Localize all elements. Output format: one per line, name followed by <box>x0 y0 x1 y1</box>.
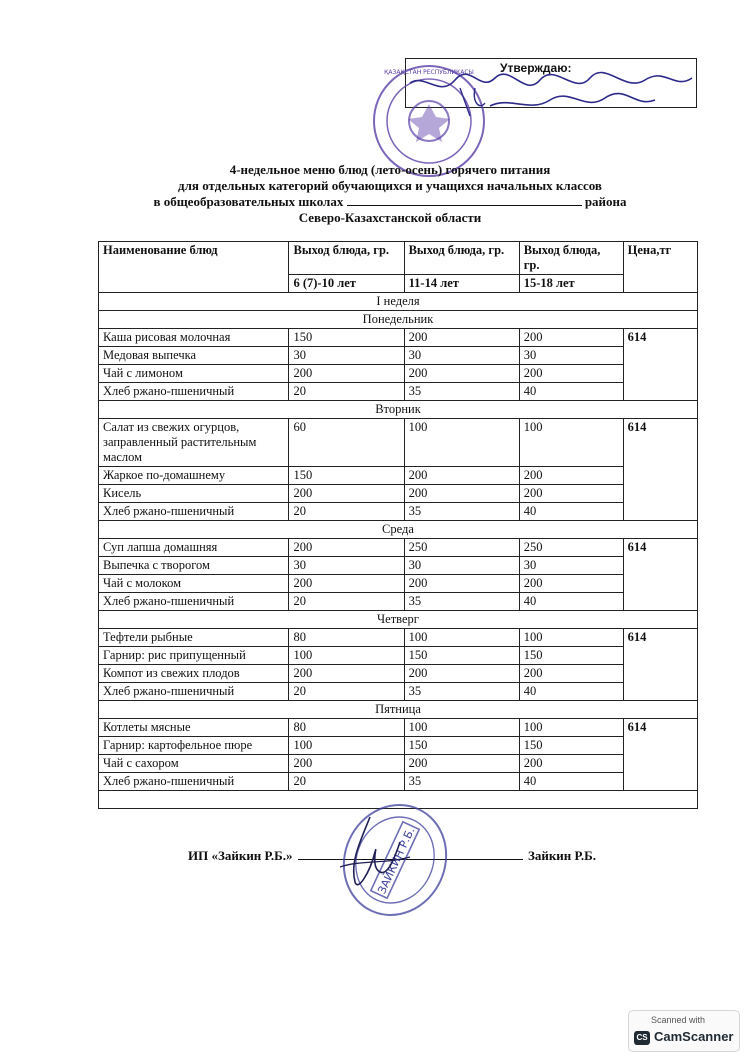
portion-cell: 200 <box>289 575 404 593</box>
day-label: Четверг <box>99 611 698 629</box>
header-output-2: Выход блюда, гр. <box>404 242 519 275</box>
table-row <box>99 773 698 791</box>
table-row <box>99 383 698 401</box>
portion-cell: 150 <box>289 467 404 485</box>
footer-right-label: Зайкин Р.Б. <box>527 848 596 863</box>
portion-cell: 200 <box>404 329 519 347</box>
day-header-row <box>99 401 698 419</box>
dish-name-cell: Жаркое по-домашнему <box>99 467 289 485</box>
price-cell: 614 <box>623 539 697 611</box>
portion-cell: 35 <box>404 683 519 701</box>
portion-cell: 40 <box>519 683 623 701</box>
company-seal-text: ЗАЙКИН Р.Б. <box>375 825 418 896</box>
dish-name-cell: Суп лапша домашняя <box>99 539 289 557</box>
day-label: Пятница <box>99 701 698 719</box>
approval-label: Утверждаю: <box>500 61 572 75</box>
portion-cell: 200 <box>519 467 623 485</box>
portion-cell: 200 <box>289 485 404 503</box>
portion-cell: 200 <box>289 365 404 383</box>
portion-cell: 200 <box>519 329 623 347</box>
dish-name-cell: Тефтели рыбные <box>99 629 289 647</box>
header-dish-name: Наименование блюд <box>99 242 289 293</box>
header-age-3: 15-18 лет <box>519 275 623 293</box>
dish-name-cell: Хлеб ржано-пшеничный <box>99 593 289 611</box>
portion-cell: 200 <box>404 467 519 485</box>
dish-name-cell: Гарнир: рис припущенный <box>99 647 289 665</box>
portion-cell: 200 <box>519 665 623 683</box>
day-header-row <box>99 311 698 329</box>
menu-table <box>98 241 698 809</box>
table-row <box>99 755 698 773</box>
price-cell: 614 <box>623 629 697 701</box>
portion-cell: 100 <box>404 719 519 737</box>
portion-cell: 80 <box>289 629 404 647</box>
portion-cell: 200 <box>404 665 519 683</box>
portion-cell: 35 <box>404 773 519 791</box>
portion-cell: 200 <box>519 755 623 773</box>
portion-cell: 200 <box>289 755 404 773</box>
title-line-3-prefix: в общеобразовательных школах <box>153 194 344 209</box>
portion-cell: 20 <box>289 503 404 521</box>
dish-name-cell: Хлеб ржано-пшеничный <box>99 383 289 401</box>
document-title <box>100 162 680 226</box>
svg-text:ҚАЗАҚСТАН РЕСПУБЛИКАСЫ: ҚАЗАҚСТАН РЕСПУБЛИКАСЫ <box>384 69 474 76</box>
dish-name-cell: Чай с молоком <box>99 575 289 593</box>
portion-cell: 40 <box>519 383 623 401</box>
portion-cell: 250 <box>519 539 623 557</box>
dish-name-cell: Хлеб ржано-пшеничный <box>99 503 289 521</box>
footer-left-label: ИП «Зайкин Р.Б.» <box>188 848 293 863</box>
dish-name-cell: Компот из свежих плодов <box>99 665 289 683</box>
portion-cell: 200 <box>289 665 404 683</box>
title-line-2: для отдельных категорий обучающихся и учащихся начальных классов <box>178 178 602 193</box>
title-line-4: Северо-Казахстанской области <box>298 210 482 225</box>
approval-signature-image <box>400 68 700 118</box>
portion-cell: 100 <box>404 419 519 467</box>
portion-cell: 60 <box>289 419 404 467</box>
portion-cell: 150 <box>519 737 623 755</box>
table-row <box>99 557 698 575</box>
table-row <box>99 329 698 347</box>
title-line-1: 4-недельное меню блюд (лето-осень) горячего питания <box>229 162 551 177</box>
portion-cell: 80 <box>289 719 404 737</box>
portion-cell: 100 <box>404 629 519 647</box>
dish-name-cell: Медовая выпечка <box>99 347 289 365</box>
table-row <box>99 683 698 701</box>
table-row <box>99 719 698 737</box>
header-age-1: 6 (7)-10 лет <box>289 275 404 293</box>
title-line-3-suffix: района <box>584 194 627 209</box>
portion-cell: 30 <box>519 347 623 365</box>
table-header-row <box>99 242 698 275</box>
camscanner-logo-icon: CS <box>634 1031 650 1045</box>
portion-cell: 200 <box>404 365 519 383</box>
portion-cell: 30 <box>404 347 519 365</box>
portion-cell: 30 <box>519 557 623 575</box>
portion-cell: 150 <box>519 647 623 665</box>
price-cell: 614 <box>623 719 697 791</box>
portion-cell: 200 <box>519 365 623 383</box>
portion-cell: 150 <box>404 647 519 665</box>
portion-cell: 150 <box>404 737 519 755</box>
scanned-with-label: Scanned with <box>651 1015 706 1025</box>
header-price: Цена,тг <box>623 242 697 293</box>
week-label: I неделя <box>99 293 698 311</box>
portion-cell: 30 <box>289 557 404 575</box>
table-row <box>99 365 698 383</box>
portion-cell: 200 <box>404 755 519 773</box>
dish-name-cell: Хлеб ржано-пшеничный <box>99 773 289 791</box>
portion-cell: 40 <box>519 503 623 521</box>
portion-cell: 20 <box>289 383 404 401</box>
portion-cell: 30 <box>404 557 519 575</box>
dish-name-cell: Салат из свежих огурцов, заправленный растительным маслом <box>99 419 289 467</box>
table-row <box>99 539 698 557</box>
camscanner-badge <box>628 1010 740 1052</box>
day-label: Вторник <box>99 401 698 419</box>
portion-cell: 200 <box>404 485 519 503</box>
table-row <box>99 485 698 503</box>
portion-cell: 100 <box>289 647 404 665</box>
table-row <box>99 467 698 485</box>
portion-cell: 200 <box>289 539 404 557</box>
table-row <box>99 665 698 683</box>
dish-name-cell: Хлеб ржано-пшеничный <box>99 683 289 701</box>
portion-cell: 200 <box>519 485 623 503</box>
header-age-2: 11-14 лет <box>404 275 519 293</box>
table-row <box>99 737 698 755</box>
portion-cell: 40 <box>519 773 623 791</box>
portion-cell: 20 <box>289 773 404 791</box>
price-cell: 614 <box>623 329 697 401</box>
camscanner-name: CamScanner <box>654 1029 734 1044</box>
dish-name-cell: Чай с лимоном <box>99 365 289 383</box>
dish-name-cell: Гарнир: картофельное пюре <box>99 737 289 755</box>
table-row <box>99 503 698 521</box>
portion-cell: 100 <box>519 719 623 737</box>
table-row <box>99 575 698 593</box>
table-row <box>99 629 698 647</box>
dish-name-cell: Кисель <box>99 485 289 503</box>
day-label: Среда <box>99 521 698 539</box>
portion-cell: 20 <box>289 593 404 611</box>
dish-name-cell: Котлеты мясные <box>99 719 289 737</box>
day-label: Понедельник <box>99 311 698 329</box>
portion-cell: 100 <box>289 737 404 755</box>
portion-cell: 100 <box>519 419 623 467</box>
portion-cell: 30 <box>289 347 404 365</box>
portion-cell: 40 <box>519 593 623 611</box>
dish-name-cell: Выпечка с творогом <box>99 557 289 575</box>
portion-cell: 20 <box>289 683 404 701</box>
table-row <box>99 593 698 611</box>
portion-cell: 35 <box>404 383 519 401</box>
table-row <box>99 419 698 467</box>
district-blank-line <box>347 195 582 206</box>
dish-name-cell: Чай с сахором <box>99 755 289 773</box>
price-cell: 614 <box>623 419 697 521</box>
portion-cell: 100 <box>519 629 623 647</box>
portion-cell: 150 <box>289 329 404 347</box>
table-row <box>99 647 698 665</box>
header-output-3: Выход блюда, гр. <box>519 242 623 275</box>
header-output-1: Выход блюда, гр. <box>289 242 404 275</box>
footer-signature-image <box>330 812 420 902</box>
portion-cell: 35 <box>404 593 519 611</box>
dish-name-cell: Каша рисовая молочная <box>99 329 289 347</box>
week-row <box>99 293 698 311</box>
portion-cell: 250 <box>404 539 519 557</box>
portion-cell: 200 <box>519 575 623 593</box>
title-line-3 <box>100 194 680 210</box>
portion-cell: 200 <box>404 575 519 593</box>
day-header-row <box>99 521 698 539</box>
table-row <box>99 347 698 365</box>
portion-cell: 35 <box>404 503 519 521</box>
day-header-row <box>99 701 698 719</box>
day-header-row <box>99 611 698 629</box>
